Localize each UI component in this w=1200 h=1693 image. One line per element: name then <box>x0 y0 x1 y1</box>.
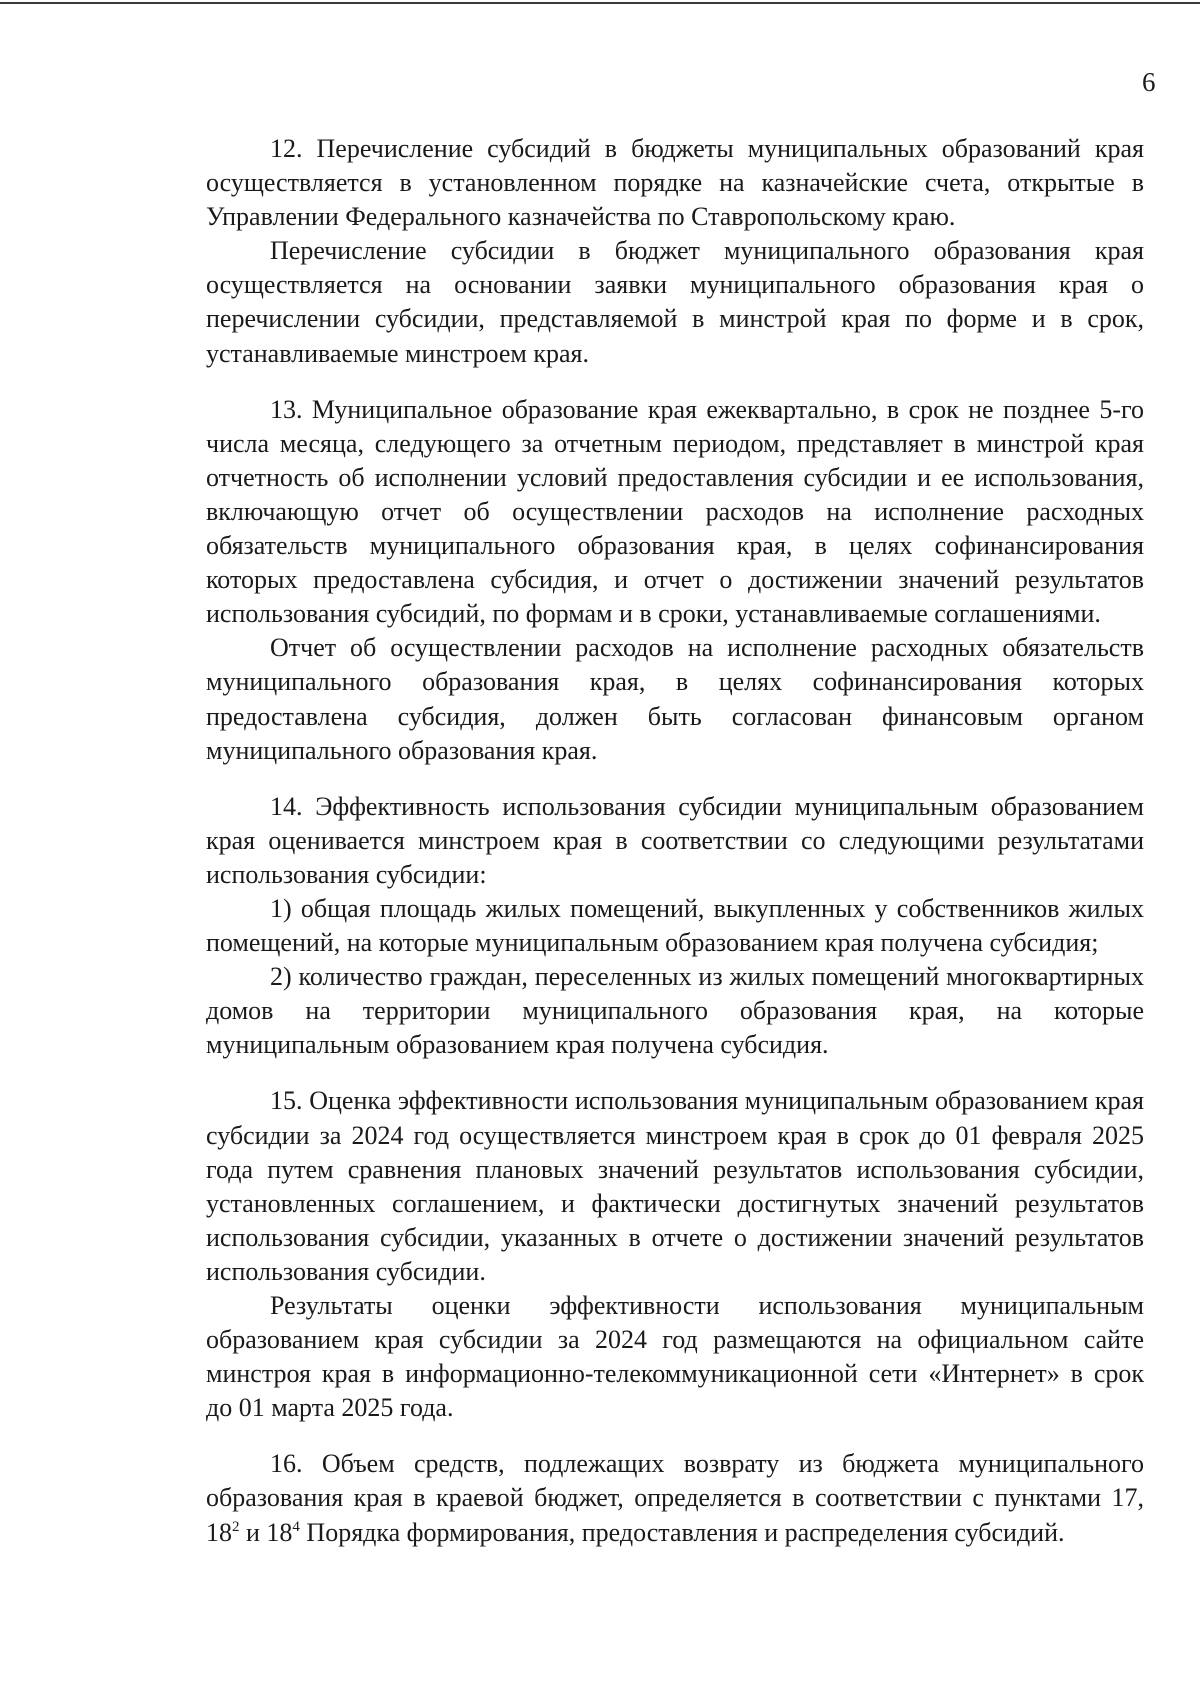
paragraph-14: 14. Эффективность использования субсидии муниципальным образованием края оценивается минстроем края в соответствии со следующими результатами использования субсидии: <box>206 791 1144 889</box>
list-item-1: 1) общая площадь жилых помещений, выкупленных у собственников жилых помещений, на которые муниципальным образованием края получена субсидия; <box>206 893 1144 958</box>
paragraph-13-report: Отчет об осуществлении расходов на исполнение расходных обязательств муниципального образования края, в целях софинансирования которых предоставлена субсидия, должен быть согласован финансовым органом муниципального образования края. <box>206 633 1144 765</box>
paragraph-16-text-part-3: Порядка формирования, предоставления и распределения субсидий. <box>299 1517 1065 1547</box>
paragraph-16 <box>206 1447 1144 1549</box>
paragraph-12: 12. Перечисление субсидий в бюджеты муниципальных образований края осуществляется в установленном порядке на казначейские счета, открытые в Управлении Федерального казначейства по Ставропольскому краю. <box>206 134 1144 232</box>
superscript-2: 2 <box>232 1518 240 1535</box>
paragraph-13: 13. Муниципальное образование края ежеквартально, в срок не позднее 5-го числа месяца, следующего за отчетным периодом, представляет в минстрой края отчетность об исполнении условий предоставления субсидии и ее использования, включающую отчет об осуществлении расходов на исполнение расходных обязательств муниципального образования края, в целях софинансирования которых предоставлена субсидия, и отчет о достижении значений результатов использования субсидий, по формам и в сроки, устанавливаемые соглашениями. <box>206 394 1144 629</box>
paragraph-15: 15. Оценка эффективности использования муниципальным образованием края субсидии за 2024 год осуществляется минстроем края в срок до 01 февраля 2025 года путем сравнения плановых значений результатов использования субсидии, установленных соглашением, и фактически достигнутых значений результатов использования субсидии, указанных в отчете о достижении значений результатов использования субсидии. <box>206 1086 1144 1286</box>
paragraph-12-transfer: Перечисление субсидии в бюджет муниципального образования края осуществляется на основании заявки муниципального образования края о перечислении субсидии, представляемой в минстрой края по форме и в срок, устанавливаемые минстроем края. <box>206 236 1144 368</box>
page-number: 6 <box>1142 67 1156 97</box>
scan-top-edge-line <box>0 2 1200 4</box>
paragraph-16-text-part-1: 16. Объем средств, подлежащих возврату из бюджета муниципального образования края в краевой бюджет, определяется в соответствии с пунктами 17, 18 <box>206 1449 1144 1547</box>
document-body <box>206 132 1144 1550</box>
superscript-4: 4 <box>292 1518 300 1535</box>
list-item-2: 2) количество граждан, переселенных из жилых помещений многоквартирных домов на территории муниципального образования края, на которые муниципальным образованием края получена субсидия. <box>206 962 1144 1060</box>
paragraph-15-results: Результаты оценки эффективности использования муниципальным образованием края субсидии за 2024 год размещаются на официальном сайте минстроя края в информационно-телекоммуникационной сети «Интернет» в срок до 01 марта 2025 года. <box>206 1291 1144 1423</box>
paragraph-16-text-part-2: и 18 <box>239 1517 293 1547</box>
